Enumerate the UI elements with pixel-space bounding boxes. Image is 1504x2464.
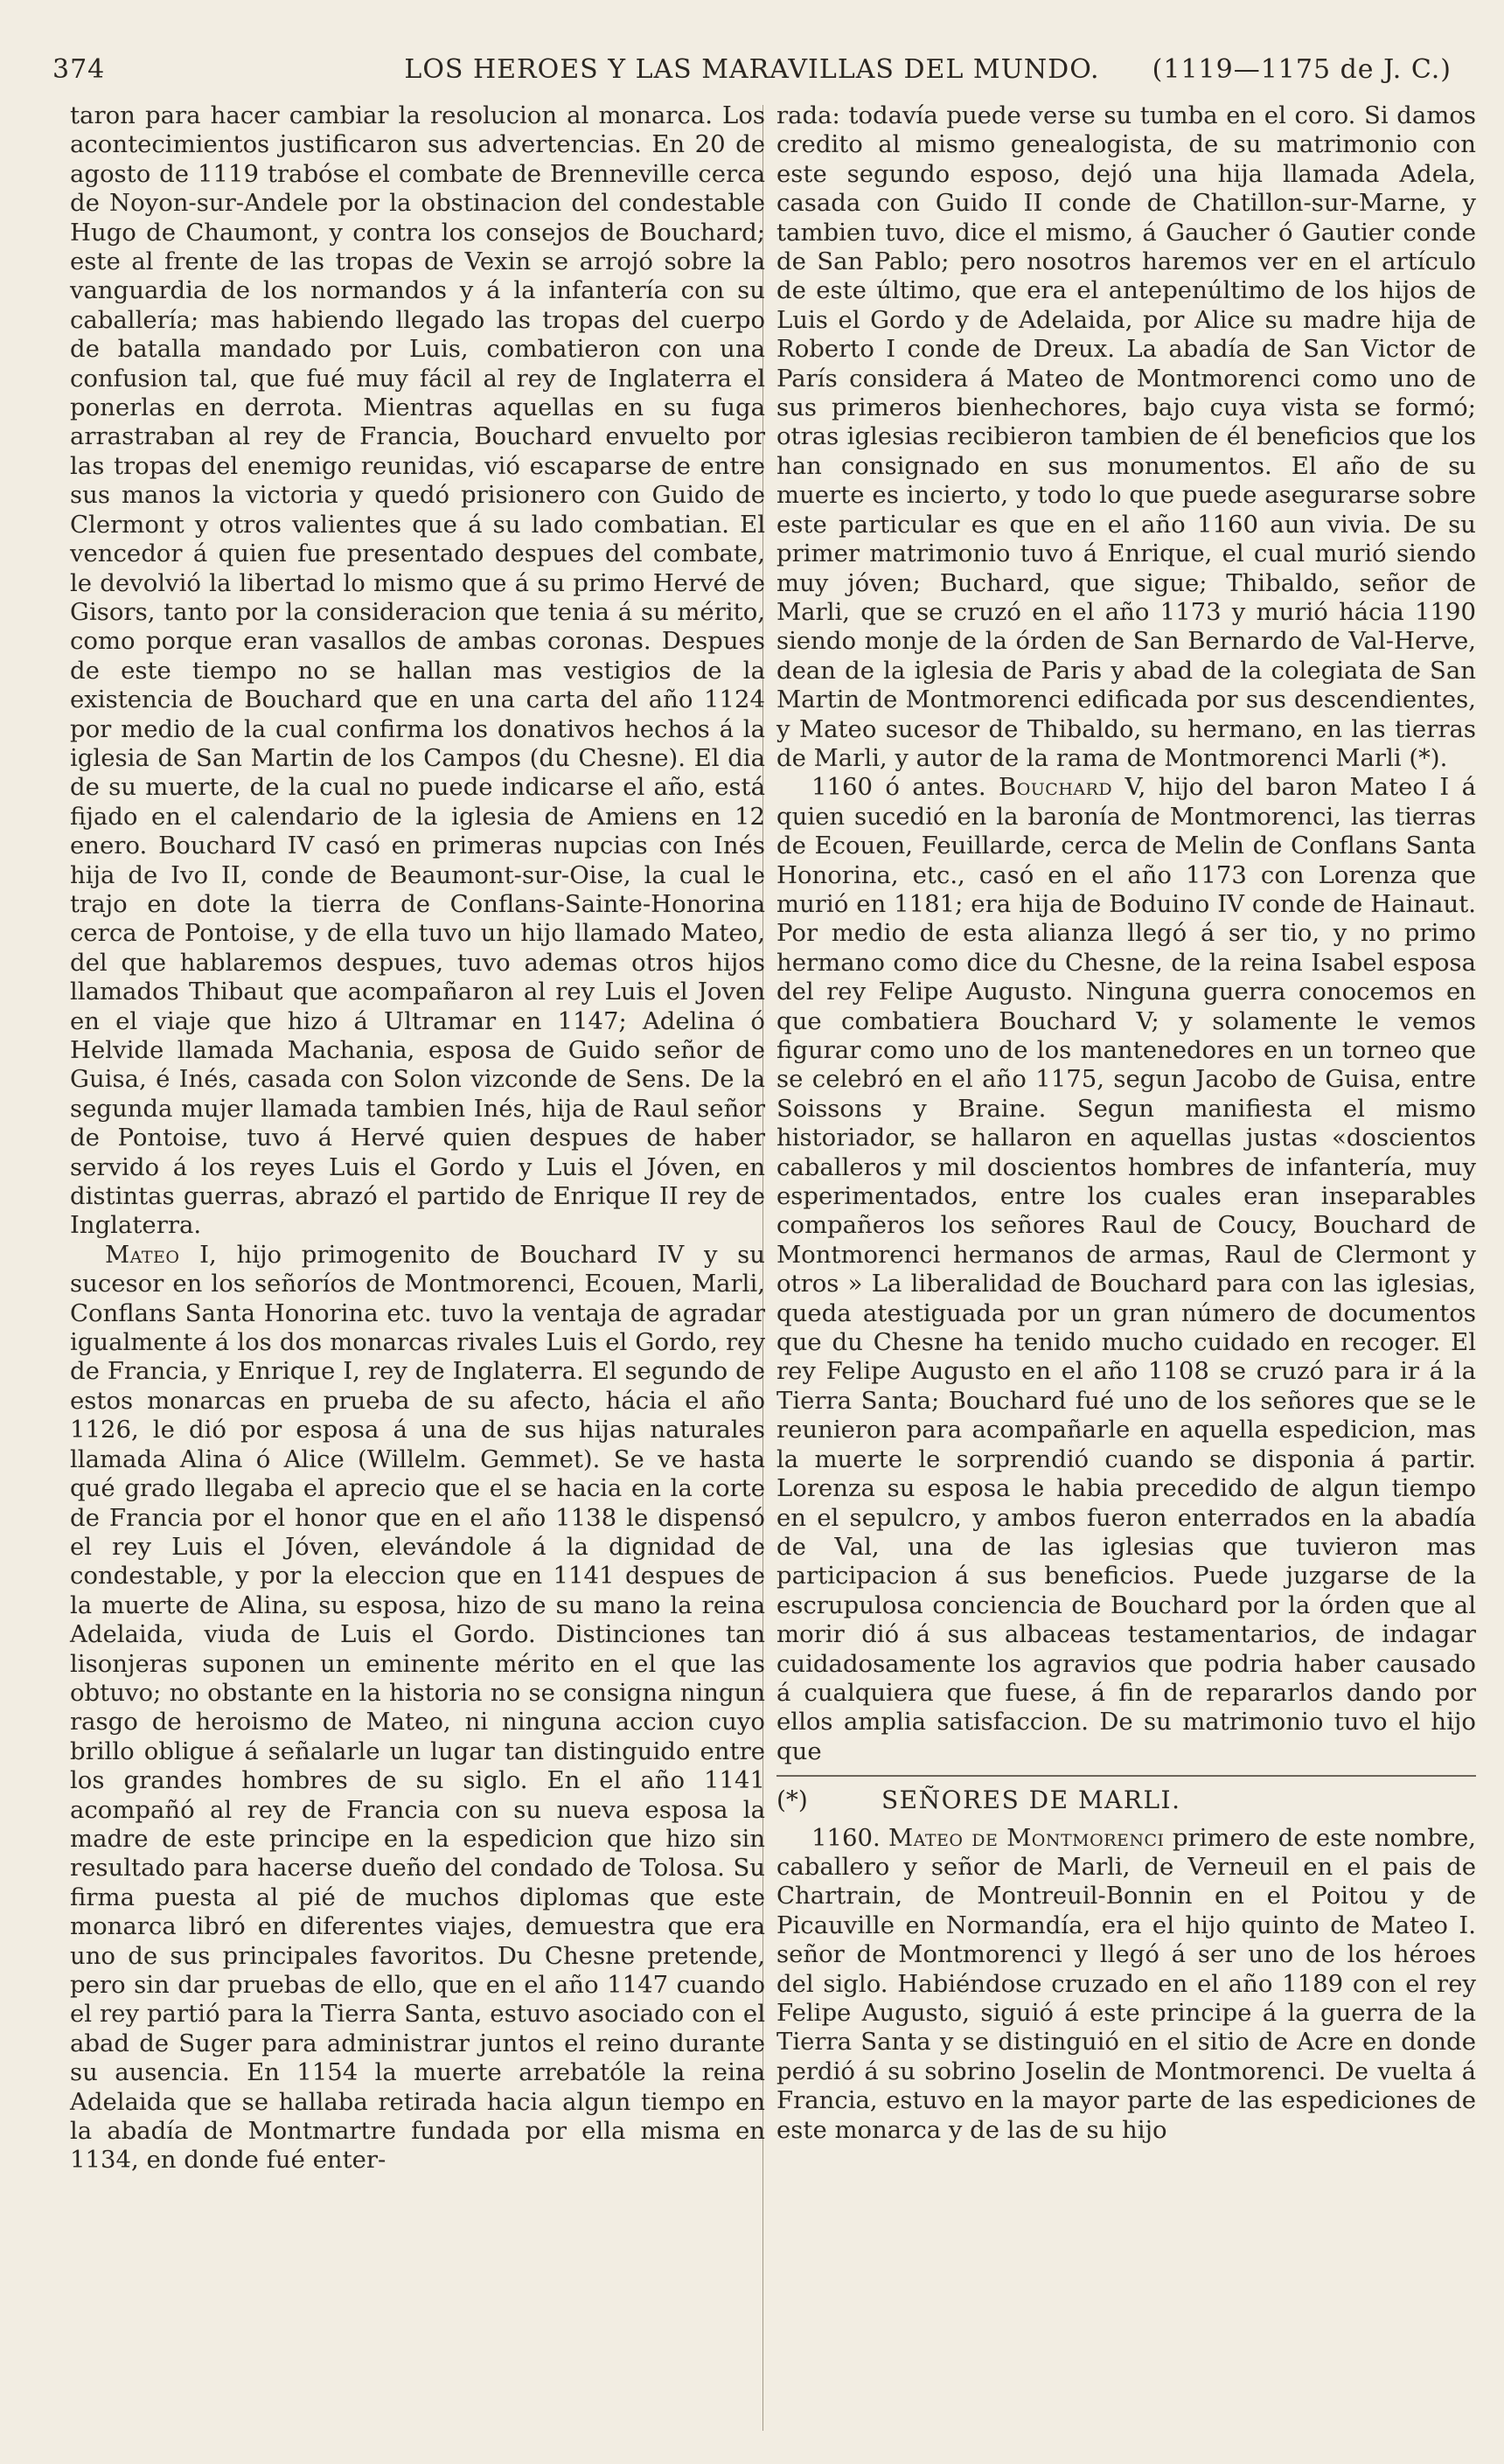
name-bouchard: Bouchard: [998, 773, 1113, 802]
paragraph-continuation: rada: todavía puede verse su tumba en el coro. Si damos credito al mismo genealogista, de su matrimonio con este segundo esposo, dejó una hija llamada Adela, casada con Guido II conde de Chatillon-sur-Marne, y tambien tuvo, dice el mismo, á Gaucher ó Gautier conde de San Pablo; pero nosotros haremos ver en el artículo de este último, que era el antepenúltimo de los hijos de Luis el Gordo y de Adelaida, por Alice su madre hija de Roberto I conde de Dreux. La abadía de San Victor de París considera á Mateo de Montmorenci como uno de sus primeros bienhechores, bajo cuya vista se formó; otras iglesias recibieron tambien de él beneficios que los han consignado en sus monumentos. El año de su muerte es incierto, y todo lo que puede asegurarse sobre este particular es que en el año 1160 aun vivia. De su primer matrimonio tuvo á Enrique, el cual murió siendo muy jóven; Buchard, que sigue; Thibaldo, señor de Marli, que se cruzó en el año 1173 y murió hácia 1190 siendo monje de la órden de San Bernardo de Val-Herve, dean de la iglesia de Paris y abad de la colegiata de San Martin de Montmorenci edificada por sus descendientes, y Mateo sucesor de Thibaldo, su hermano, en las tierras de Marli, y autor de la rama de Montmorenci Marli (*).: [776, 101, 1476, 772]
footnote-paragraph: [776, 1824, 1476, 2145]
running-header: [52, 54, 1452, 96]
paragraph-mateo-i: [70, 1241, 765, 2175]
left-column: [70, 101, 765, 2175]
paragraph-bouchard-iv: taron para hacer cambiar la resolucion al monarca. Los acontecimientos justificaron sus advertencias. En 20 de agosto de 1119 trabóse el combate de Brenneville cerca de Noyon-sur-Andele por la obstinacion del condestable Hugo de Chaumont, y contra los consejos de Bouchard; este al frente de las tropas de Vexin se arrojó sobre la vanguardia de los normandos y á la infantería con su caballería; mas habiendo llegado las tropas del cuerpo de batalla mandado por Luis, combatieron con una confusion tal, que fué muy fácil al rey de Inglaterra el ponerlas en derrota. Mientras aquellas en su fuga arrastraban al rey de Francia, Bouchard envuelto por las tropas del enemigo reunidas, vió escaparse de entre sus manos la victoria y quedó prisionero con Guido de Clermont y otros valientes que á su lado combatian. El vencedor á quien fue presentado despues del combate, le devolvió la libertad lo mismo que á su primo Hervé de Gisors, tanto por la consideracion que tenia á su mérito, como porque eran vasallos de ambas coronas. Despues de este tiempo no se hallan mas vestigios de la existencia de Bouchard que en una carta del año 1124 por medio de la cual confirma los donativos hechos á la iglesia de San Martin de los Campos (du Chesne). El dia de su muerte, de la cual no puede indicarse el año, está fijado en el calendario de la iglesia de Amiens en 12 enero. Bouchard IV casó en primeras nupcias con Inés hija de Ivo II, conde de Beaumont-sur-Oise, la cual le trajo en dote la tierra de Conflans-Sainte-Honorina cerca de Pontoise, y de ella tuvo un hijo llamado Mateo, del que hablaremos despues, tuvo ademas otros hijos llamados Thibaut que acompañaron al rey Luis el Joven en el viaje que hizo á Ultramar en 1147; Adelina ó Helvide llamada Machania, esposa de Guido señor de Guisa, é Inés, casada con Solon vizconde de Sens. De la segunda mujer llamada tambien Inés, hija de Raul señor de Pontoise, tuvo á Hervé quien despues de haber servido á los reyes Luis el Gordo y Luis el Jóven, en distintas guerras, abrazó el partido de Enrique II rey de Inglaterra.: [70, 101, 765, 1240]
paragraph-bouchard-v: [776, 773, 1476, 1766]
footnote-heading: [776, 1785, 1476, 1814]
footnote-title: SEÑORES DE MARLI.: [881, 1785, 1181, 1815]
page-number: 374: [52, 54, 106, 85]
running-title: LOS HEROES Y LAS MARAVILLAS DEL MUNDO.: [404, 54, 1100, 85]
right-column: [776, 101, 1476, 2145]
paragraph-bouchard-v-text: V, hijo del baron Mateo I á quien sucedió en la baronía de Montmorenci, las tierras de Ecouen, Feuillarde, cerca de Melin de Conflans Santa Honorina, etc., casó en el año 1173 con Lorenza que murió en 1181; era hija de Boduino IV conde de Hainaut. Por medio de esta alianza llegó á ser tio, y no primo hermano como dice du Chesne, de la reina Isabel esposa del rey Felipe Augusto. Ninguna guerra conocemos en que combatiera Bouchard V; y solamente le vemos figurar como uno de los mantenedores en un torneo que se celebró en el año 1175, segun Jacobo de Guisa, entre Soissons y Braine. Segun manifiesta el mismo historiador, se hallaron en aquellas justas «doscientos caballeros y mil doscientos hombres de infantería, muy esperimentados, entre los cuales eran inseparables compañeros los señores Raul de Coucy, Bouchard de Montmorenci hermanos de armas, Raul de Clermont y otros » La liberalidad de Bouchard para con las iglesias, queda atestiguada por un gran número de documentos que du Chesne ha tenido mucho cuidado en recoger. El rey Felipe Augusto en el año 1108 se cruzó para ir á la Tierra Santa; Bouchard fué uno de los señores que se le reunieron para acompañarle en aquella espedicion, mas la muerte le sorprendió cuando se disponia á partir. Lorenza su esposa le habia precedido de algun tiempo en el sepulcro, y ambos fueron enterrados en la abadía de Val, una de las iglesias que tuvieron mas participacion á sus beneficios. Puede juzgarse de la escrupulosa conciencia de Bouchard por la órden que al morir dió á sus albaceas testamentarios, de indagar cuidadosamente los agravios que podria haber causado á cualquiera que fuese, á fin de repararlos dando por ellos amplia satisfaccion. De su matrimonio tuvo el hijo que: [776, 773, 1476, 1765]
footnote-rule: [776, 1775, 1476, 1777]
name-mateo: Mateo: [105, 1240, 180, 1269]
footnote-text: primero de este nombre, caballero y señor de Marli, de Verneuil en el pais de Chartrain, de Montreuil-Bonnin en el Poitou y de Picauville en Normandía, era el hijo quinto de Mateo I. señor de Montmorenci y llegó á ser uno de los héroes del siglo. Habiéndose cruzado en el año 1189 con el rey Felipe Augusto, siguió á este principe á la guerra de la Tierra Santa y se distinguió en el sitio de Acre en donde perdió á su sobrino Joselin de Montmorenci. De vuelta á Francia, estuvo en la mayor parte de las espediciones de este monarca y de las de su hijo: [776, 1823, 1477, 2144]
footnote-name: Mateo de Montmorenci: [888, 1823, 1165, 1852]
date-range: (1119—1175 de J. C.): [1152, 54, 1452, 85]
bouchard-v-date: 1160 ó antes.: [811, 773, 999, 802]
footnote-date: 1160.: [811, 1823, 889, 1852]
footnote-mark: (*): [776, 1785, 808, 1815]
paragraph-mateo-i-text: I, hijo primogenito de Bouchard IV y su sucesor en los señoríos de Montmorenci, Ecouen, Marli, Conflans Santa Honorina etc. tuvo la ventaja de agradar igualmente á los dos monarcas rivales Luis el Gordo, rey de Francia, y Enrique I, rey de Inglaterra. El segundo de estos monarcas en prueba de su afecto, hácia el año 1126, le dió por esposa á una de sus hijas naturales llamada Alina ó Alice (Willelm. Gemmet). Se ve hasta qué grado llegaba el aprecio que el se hacia en la corte de Francia por el honor que en el año 1138 le dispensó el rey Luis el Jóven, elevándole á la dignidad de condestable, y por la eleccion que en 1141 despues de la muerte de Alina, su esposa, hizo de su mano la reina Adelaida, viuda de Luis el Gordo. Distinciones tan lisonjeras suponen un eminente mérito en el que las obtuvo; no obstante en la historia no se consigna ningun rasgo de heroismo de Mateo, ni ninguna accion cuyo brillo obligue á señalarle un lugar tan distinguido entre los grandes hombres de su siglo. En el año 1141 acompañó al rey de Francia con su nueva esposa la madre de este principe en la espedicion que hizo sin resultado para hacerse dueño del condado de Tolosa. Su firma puesta al pié de muchos diplomas que este monarca libró en diferentes viajes, demuestra que era uno de sus principales favoritos. Du Chesne pretende, pero sin dar pruebas de ello, que en el año 1147 cuando el rey partió para la Tierra Santa, estuvo asociado con el abad de Suger para administrar juntos el reino durante su ausencia. En 1154 la muerte arrebatóle la reina Adelaida que se hallaba retirada hacia algun tiempo en la abadía de Montmartre fundada por ella misma en 1134, en donde fué enter-: [70, 1240, 765, 2175]
